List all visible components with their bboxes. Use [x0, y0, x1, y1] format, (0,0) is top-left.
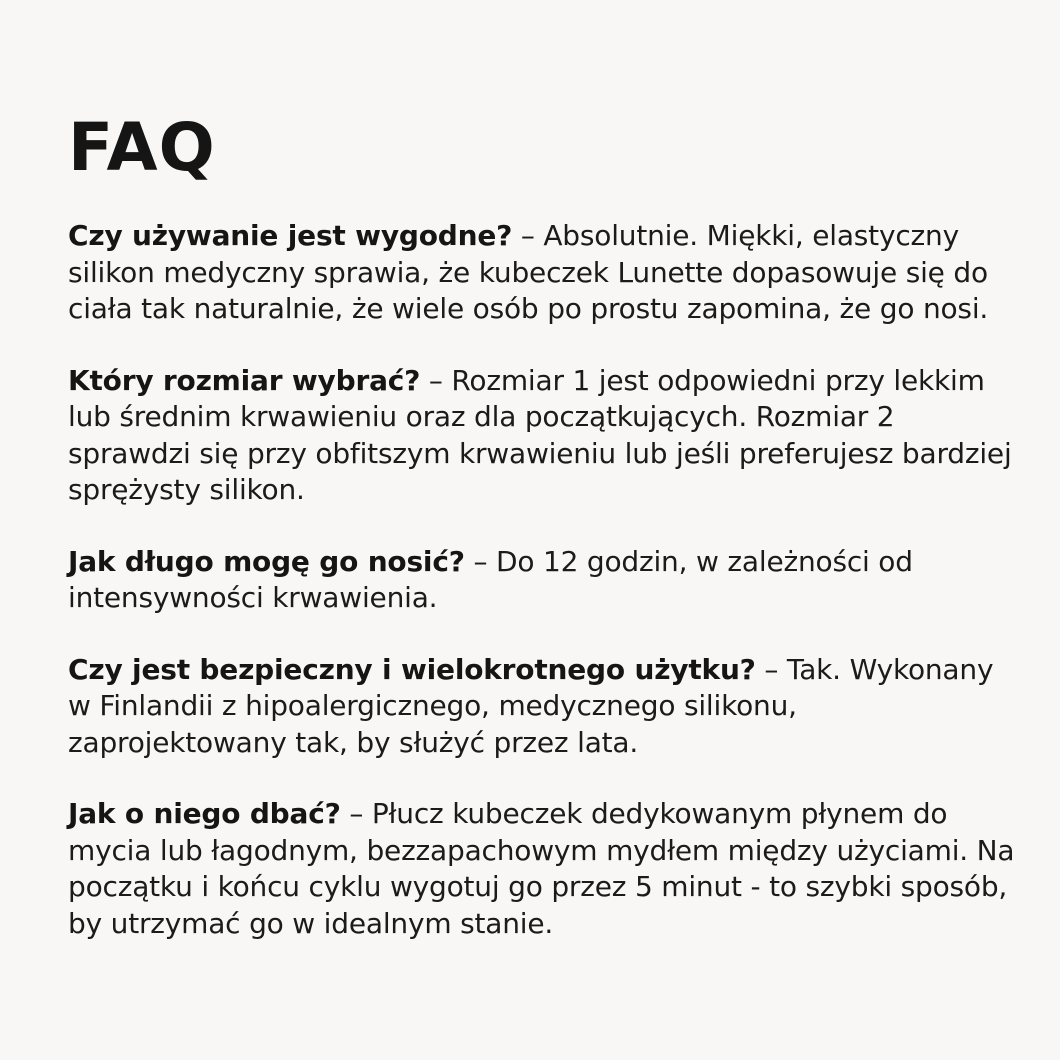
faq-item — [68, 652, 1018, 762]
faq-question: Czy używanie jest wygodne? — [68, 219, 513, 252]
faq-item — [68, 363, 1018, 509]
faq-item — [68, 218, 1018, 328]
faq-question: Który rozmiar wybrać? — [68, 363, 421, 397]
page-title: FAQ — [68, 109, 216, 186]
faq-question: Jak o niego dbać? — [68, 797, 341, 830]
faq-answer: – Absolutnie. Miękki, elastyczny silikon medyczny sprawia, że kubeczek Lunette dopasowuje się do ciała tak naturalnie, że wiele osób po prostu zapomina, że go nosi. — [68, 219, 989, 325]
faq-answer: – Do 12 godzin, w zależności od intensywności krwawienia. — [68, 544, 913, 614]
faq-answer: – Płucz kubeczek dedykowanym płynem do mycia lub łagodnym, bezzapachowym mydłem między użyciami. Na początku i końcu cyklu wygotuj go przez 5 minut - to szybki sposób, by utrzymać go w idealnym stanie. — [68, 797, 1015, 940]
faq-item — [68, 796, 1018, 942]
faq-page — [68, 108, 1018, 977]
faq-question: Jak długo mogę go nosić? — [68, 544, 465, 578]
faq-answer: – Rozmiar 1 jest odpowiedni przy lekkim lub średnim krwawieniu oraz dla początkujących. Rozmiar 2 sprawdzi się przy obfitszym krwawieniu lub jeśli preferujesz bardziej sprężysty silikon. — [68, 363, 1012, 506]
faq-question: Czy jest bezpieczny i wielokrotnego użytku? — [68, 652, 756, 686]
faq-answer: – Tak. Wykonany w Finlandii z hipoalergicznego, medycznego silikonu, zaprojektowany tak, by służyć przez lata. — [68, 652, 994, 759]
faq-item — [68, 544, 1018, 617]
